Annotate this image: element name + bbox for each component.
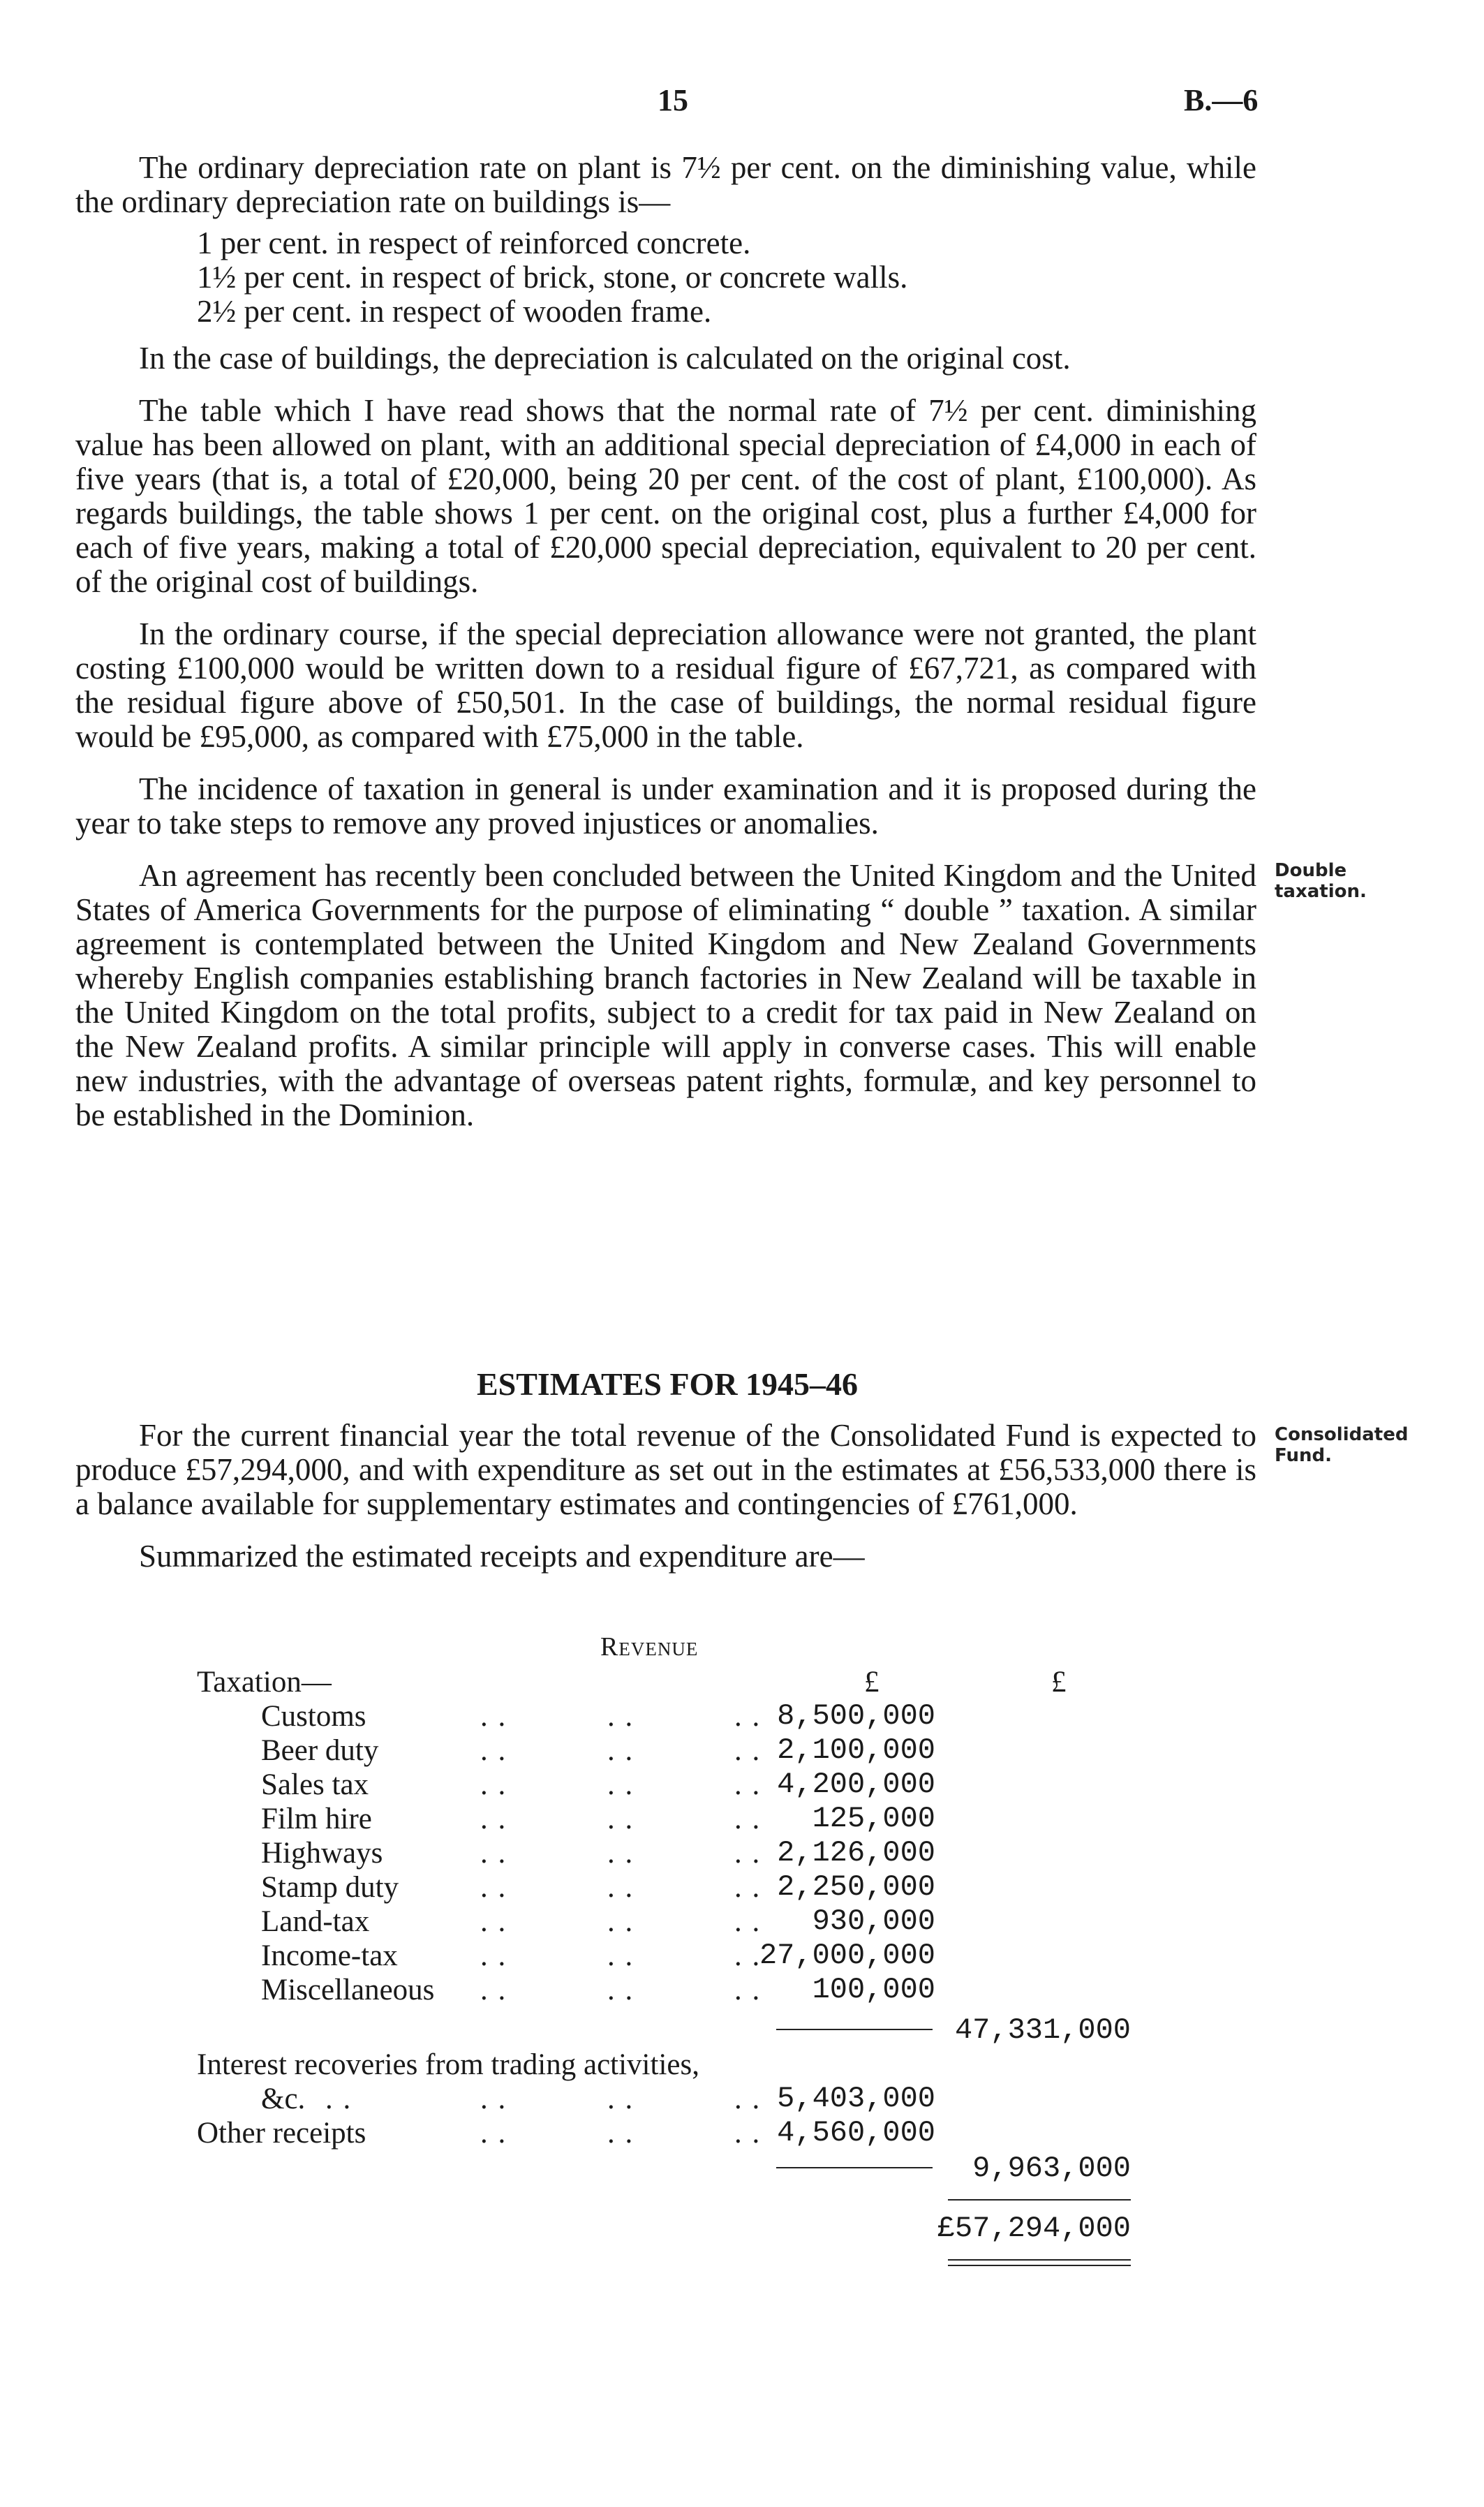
- item-label: Income-tax: [261, 1939, 398, 1972]
- item-label: Land-tax: [261, 1905, 370, 1938]
- leader-dots: . .: [734, 1939, 762, 1972]
- leader-dots: . .: [734, 1768, 762, 1801]
- leader-dots: . .: [734, 1803, 762, 1835]
- section-title-text: ESTIMATES FOR 1945–46: [476, 1366, 859, 1402]
- item-value: 125,000: [812, 1802, 935, 1835]
- interest-label-line-1: Interest recoveries from trading activities,: [197, 2048, 699, 2081]
- taxation-total: 47,331,000: [954, 2013, 1131, 2047]
- item-value: 8,500,000: [777, 1699, 935, 1733]
- leader-dots: . .: [734, 1974, 762, 2006]
- page-number: 15: [658, 83, 688, 117]
- leader-dots: . .: [480, 2083, 507, 2115]
- item-label: Customs: [261, 1700, 366, 1733]
- leader-dots: . .: [480, 1939, 507, 1972]
- item-value: 4,200,000: [777, 1768, 935, 1801]
- list-item: 2½ per cent. in respect of wooden frame.: [197, 294, 712, 329]
- leader-dots: . .: [607, 1871, 635, 1904]
- item-value: 2,100,000: [777, 1733, 935, 1767]
- item-label: Beer duty: [261, 1734, 379, 1767]
- estimates-paragraph-1: For the current financial year the total revenue of the Consolidated Fund is expected to produce £57,294,000, and with expenditure as set out in the estimates at £56,533,000 there is a balance available for supplementary estimates and contingencies of £761,000.: [75, 1418, 1256, 1521]
- other-total: 9,963,000: [972, 2152, 1131, 2185]
- item-label: Sales tax: [261, 1768, 369, 1801]
- intro-paragraph-2: In the case of buildings, the depreciation is calculated on the original cost.: [139, 341, 1071, 376]
- intro-paragraph-4: In the ordinary course, if the special depreciation allowance were not granted, the plant costing £100,000 would be written down to a residual figure of £67,721, as compared with the residual figure above of £50,501. In the case of buildings, the normal residual figure would be £95,000, as compared with £75,000 in the table.: [75, 616, 1256, 754]
- item-value: 100,000: [812, 1973, 935, 2006]
- leader-dots: . .: [480, 1768, 507, 1801]
- item-value: 2,126,000: [777, 1836, 935, 1870]
- leader-dots: . .: [734, 1700, 762, 1733]
- grand-total: £57,294,000: [937, 2212, 1131, 2245]
- item-value: 2,250,000: [777, 1870, 935, 1904]
- leader-dots: . .: [480, 1734, 507, 1767]
- leader-dots: . .: [325, 2083, 353, 2115]
- leader-dots: . .: [607, 1905, 635, 1938]
- item-label: Film hire: [261, 1803, 372, 1835]
- leader-dots: . .: [607, 1939, 635, 1972]
- leader-dots: . .: [607, 1803, 635, 1835]
- estimates-paragraph-2: Summarized the estimated receipts and expenditure are—: [139, 1539, 865, 1574]
- double-rule-bottom: [948, 2265, 1131, 2266]
- leader-dots: . .: [734, 1734, 762, 1767]
- leader-dots: . .: [480, 1905, 507, 1938]
- leader-dots: . .: [607, 2083, 635, 2115]
- leader-dots: . .: [734, 1905, 762, 1938]
- leader-dots: . .: [607, 1768, 635, 1801]
- margin-note-double-taxation: Double taxation.: [1275, 860, 1367, 902]
- leader-dots: . .: [480, 1803, 507, 1835]
- leader-dots: . .: [607, 1837, 635, 1870]
- intro-paragraph-1: The ordinary depreciation rate on plant is 7½ per cent. on the diminishing value, while the ordinary depreciation rate on buildings is—: [75, 150, 1256, 219]
- total-rule: [948, 2199, 1131, 2201]
- intro-paragraph-3: The table which I have read shows that the normal rate of 7½ per cent. diminishing value has been allowed on plant, with an additional special depreciation of £4,000 in each of five years (that is, a total of £20,000, being 20 per cent. of the cost of plant, £100,000). As regards buildings, the table shows 1 per cent. on the original cost, plus a further £4,000 for each of five years, making a total of £20,000 special depreciation, equivalent to 20 per cent. of the original cost of buildings.: [75, 393, 1256, 599]
- leader-dots: . .: [734, 2083, 762, 2115]
- other-receipts-value: 4,560,000: [777, 2116, 935, 2150]
- taxation-label: Taxation—: [197, 1666, 332, 1699]
- item-value: 27,000,000: [759, 1939, 935, 1972]
- list-item: 1½ per cent. in respect of brick, stone, or concrete walls.: [197, 260, 908, 295]
- leader-dots: . .: [607, 1700, 635, 1733]
- interest-label-line-2: &c.: [261, 2083, 306, 2115]
- document-reference: B.—6: [1184, 83, 1259, 117]
- item-label: Highways: [261, 1837, 383, 1870]
- column-2-currency: £: [1051, 1666, 1067, 1699]
- item-value: 930,000: [812, 1905, 935, 1938]
- interest-value: 5,403,000: [777, 2082, 935, 2115]
- item-label: Stamp duty: [261, 1871, 399, 1904]
- intro-paragraph-5: The incidence of taxation in general is under examination and it is proposed during the year to take steps to remove any proved injustices or anomalies.: [75, 771, 1256, 841]
- leader-dots: . .: [607, 1974, 635, 2006]
- leader-dots: . .: [480, 1837, 507, 1870]
- leader-dots: . .: [734, 1871, 762, 1904]
- intro-paragraph-6: An agreement has recently been concluded between the United Kingdom and the United States of America Governments for the purpose of eliminating “ double ” taxation. A similar agreement is contemplated between the United Kingdom and New Zealand Governments whereby English companies establishing branch factories in New Zealand will be taxable in the United Kingdom on the total profits, subject to a credit for tax paid in New Zealand on the New Zealand profits. A similar principle will apply in converse cases. This will enable new industries, with the advantage of overseas patent rights, formulæ, and key personnel to be established in the Dominion.: [75, 858, 1256, 1132]
- column-1-currency: £: [864, 1666, 880, 1699]
- leader-dots: . .: [480, 1700, 507, 1733]
- revenue-heading: Revenue: [600, 1632, 699, 1662]
- leader-dots: . .: [734, 1837, 762, 1870]
- margin-note-consolidated-fund: Consolidated Fund.: [1275, 1424, 1409, 1466]
- leader-dots: . .: [607, 1734, 635, 1767]
- list-item: 1 per cent. in respect of reinforced concrete.: [197, 225, 751, 260]
- double-rule-top: [948, 2259, 1131, 2261]
- other-receipts-label: Other receipts: [197, 2117, 366, 2150]
- item-label: Miscellaneous: [261, 1974, 435, 2006]
- leader-dots: . .: [480, 1871, 507, 1904]
- leader-dots: . .: [480, 1974, 507, 2006]
- leader-dots: . .: [607, 2117, 635, 2150]
- leader-dots: . .: [734, 2117, 762, 2150]
- leader-dots: . .: [480, 2117, 507, 2150]
